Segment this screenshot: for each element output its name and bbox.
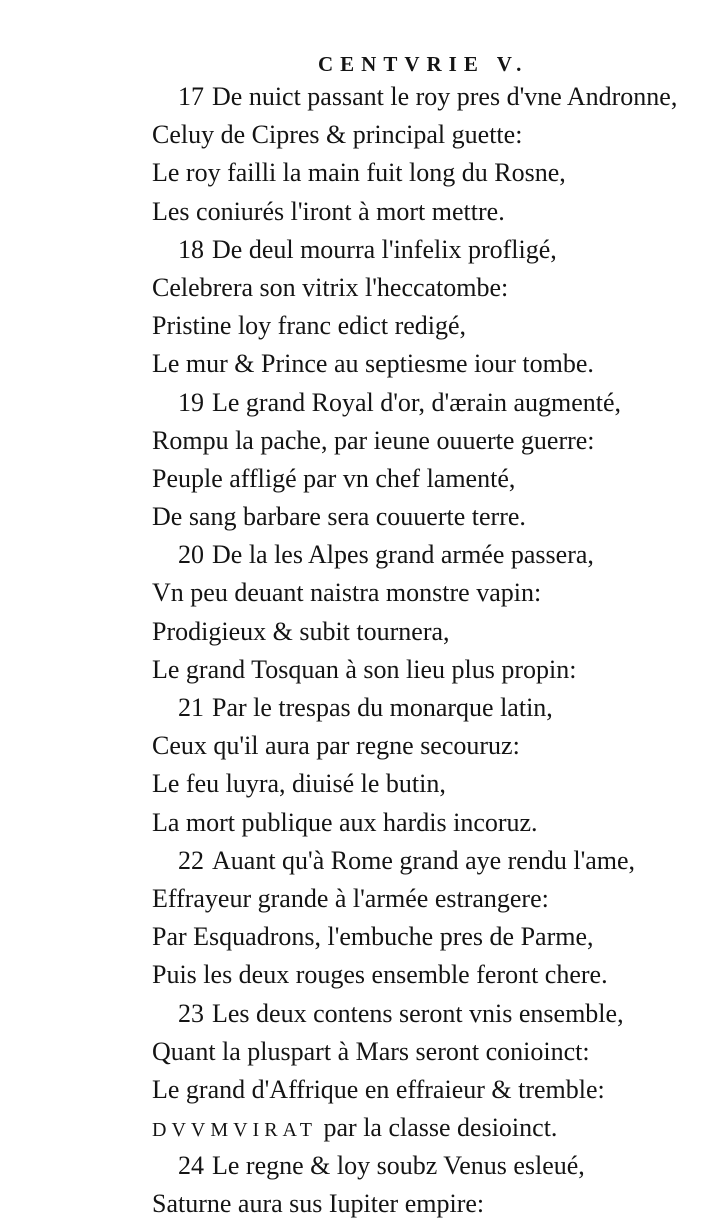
verse-line: De sang barbare sera couuerte terre. (152, 502, 526, 532)
verse-line: Le grand Tosquan à son lieu plus propin: (152, 654, 577, 684)
verse-line: Le mur & Prince au septiesme iour tombe. (152, 349, 594, 379)
verse-line: Prodigieux & subit tournera, (152, 616, 450, 646)
verse-line: Le feu luyra, diuisé le butin, (152, 769, 446, 799)
verse-line (152, 1109, 712, 1147)
small-caps-word: DVVMVIRAT (152, 1119, 317, 1142)
verse-line: Par Esquadrons, l'embuche pres de Parme, (152, 922, 594, 952)
verse-line: Ceux qu'il aura par regne secouruz: (152, 731, 520, 761)
verse-line: Quant la pluspart à Mars seront conioinct: (152, 1036, 590, 1066)
quatrain-number: 17 (178, 82, 204, 111)
verse-line (152, 536, 712, 574)
verse-line: La mort publique aux hardis incoruz. (152, 807, 538, 837)
verse-line-text: Par le trespas du monarque latin, (212, 693, 553, 722)
verse-line: Pristine loy franc edict redigé, (152, 311, 467, 341)
verse-line (152, 78, 712, 116)
verse-line: Effrayeur grande à l'armée estrangere: (152, 883, 549, 913)
verse-line: Peuple affligé par vn chef lamenté, (152, 463, 516, 493)
verse-line: Rompu la pache, par ieune ouuerte guerre: (152, 425, 595, 455)
quatrain-number: 19 (178, 387, 204, 417)
verse-line: Le roy failli la main fuit long du Rosne, (152, 158, 566, 188)
verse-line: Celebrera son vitrix l'heccatombe: (152, 272, 509, 302)
verse-line (152, 231, 712, 269)
verse-line (152, 995, 712, 1033)
verse-line-text: De nuict passant le roy pres d'vne Andronne, (212, 82, 678, 111)
quatrain-number: 24 (178, 1151, 204, 1181)
verse-line (152, 1147, 712, 1185)
quatrain-number: 21 (178, 693, 204, 722)
verse-line (152, 384, 712, 422)
quatrain-number: 22 (178, 845, 204, 875)
verse-line-text: par la classe desioinct. (323, 1113, 558, 1143)
quatrain-number: 23 (178, 998, 204, 1028)
verse-line: Vn peu deuant naistra monstre vapin: (152, 578, 542, 608)
verse-line-text: De la les Alpes grand armée passera, (212, 540, 594, 570)
verse-line: Celuy de Cipres & principal guette: (152, 120, 523, 150)
verse-line (152, 689, 712, 727)
quatrain-number: 18 (178, 234, 204, 264)
verse-line (152, 842, 712, 880)
verse-line-text: Le regne & loy soubz Venus esleué, (212, 1151, 585, 1181)
running-head: CENTVRIE V. (318, 52, 529, 76)
verse-line-text: Le grand Royal d'or, d'ærain augmenté, (212, 387, 622, 417)
verse-line-text: Auant qu'à Rome grand aye rendu l'ame, (212, 845, 636, 875)
verse-line: Saturne aura sus Iupiter empire: (152, 1189, 485, 1219)
verse-line: Les coniurés l'iront à mort mettre. (152, 196, 505, 226)
verse-line: Le grand d'Affrique en effraieur & tremble: (152, 1074, 605, 1104)
verse-text (152, 78, 712, 1224)
verse-line-text: Les deux contens seront vnis ensemble, (212, 998, 624, 1028)
quatrain-number: 20 (178, 540, 204, 570)
verse-line: Puis les deux rouges ensemble feront chere. (152, 960, 608, 990)
verse-line-text: De deul mourra l'infelix profligé, (212, 234, 557, 264)
